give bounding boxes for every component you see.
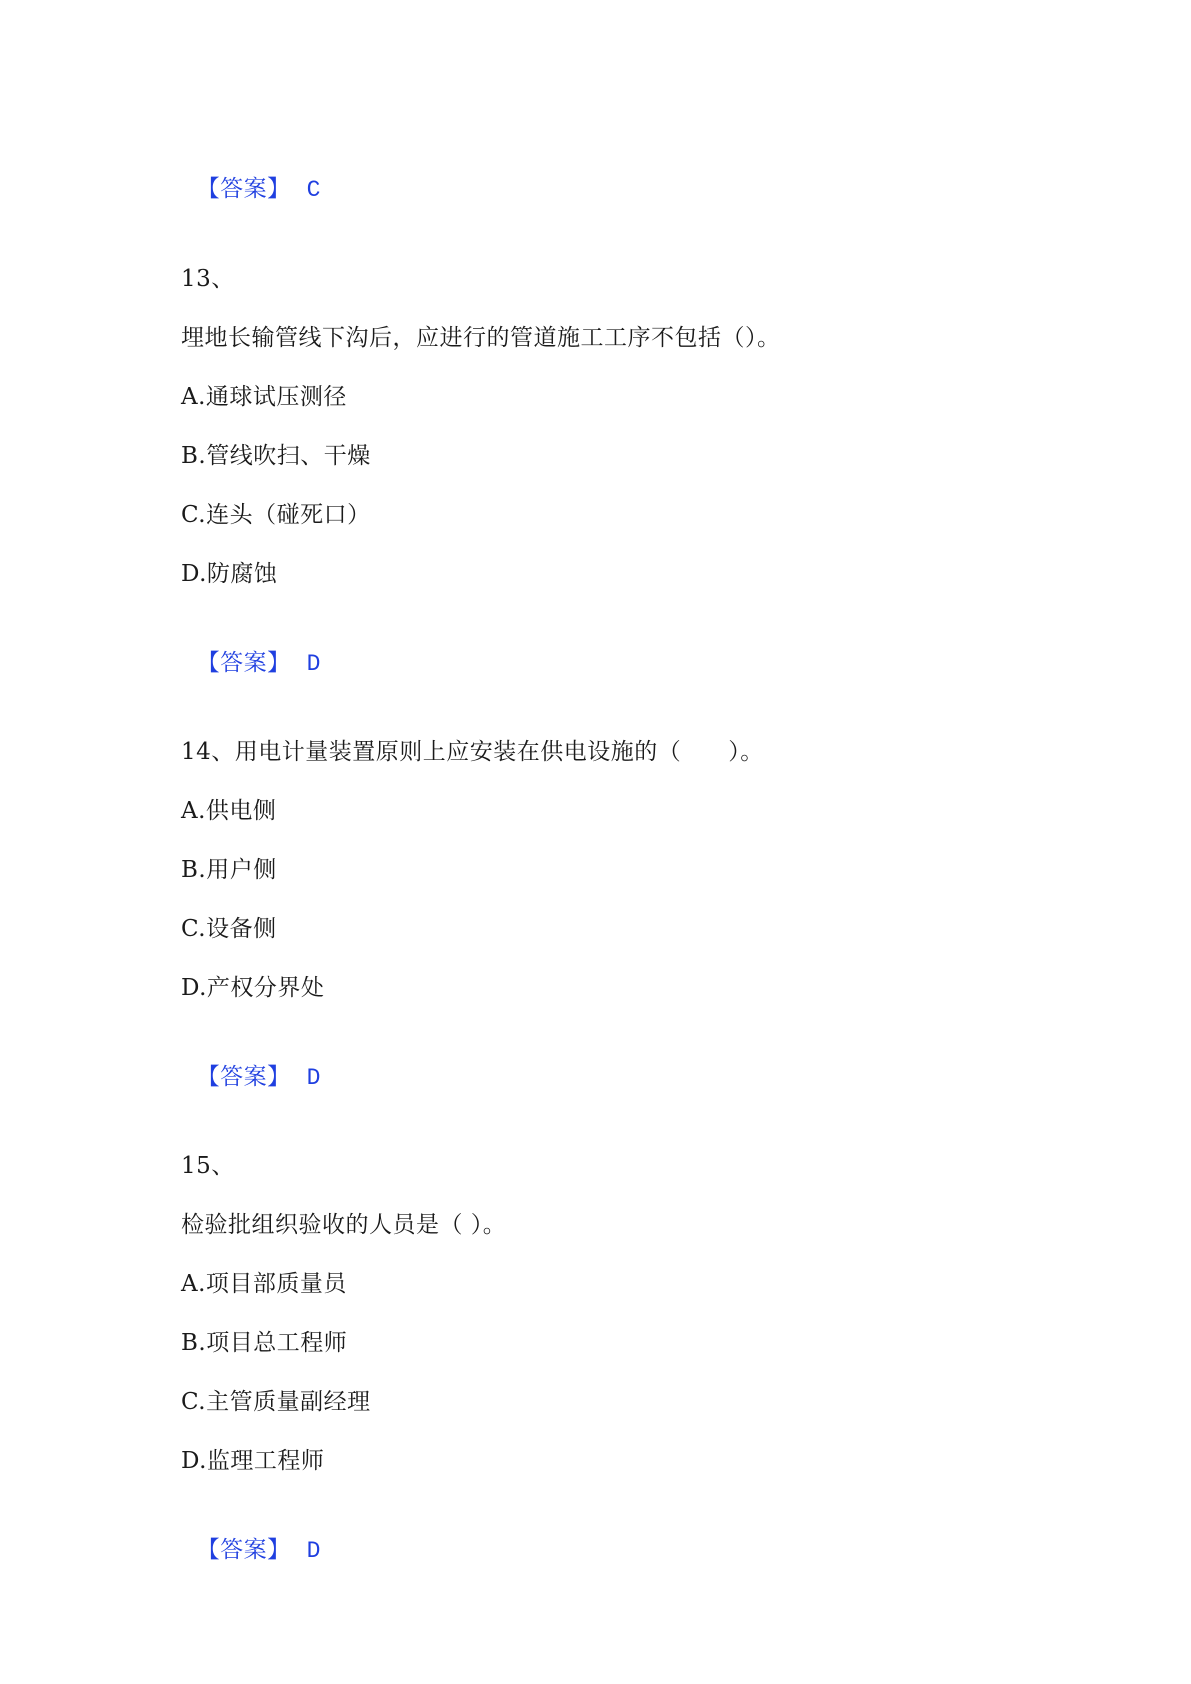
option-d: D.监理工程师 [181, 1448, 325, 1474]
question-number: 15、 [181, 1153, 235, 1179]
answer-label: 【答案】 [196, 1064, 291, 1090]
question-stem: 检验批组织验收的人员是（ ）。 [181, 1212, 507, 1238]
option-a: A.项目部质量员 [181, 1271, 347, 1297]
option-c: C.设备侧 [181, 916, 277, 942]
option-d: D.防腐蚀 [181, 561, 278, 587]
answer-value: C [306, 177, 321, 203]
answer-row [181, 144, 321, 205]
answer-label: 【答案】 [196, 1537, 291, 1563]
option-b: B.管线吹扫、干燥 [181, 443, 371, 469]
option-d: D.产权分界处 [181, 975, 325, 1001]
option-a: A.通球试压测径 [181, 384, 347, 410]
answer-label: 【答案】 [196, 176, 291, 202]
option-b: B.用户侧 [181, 857, 277, 883]
answer-row [181, 618, 321, 679]
answer-label: 【答案】 [196, 650, 291, 676]
option-c: C.主管质量副经理 [181, 1389, 371, 1415]
question-stem: 埋地长输管线下沟后，应进行的管道施工工序不包括（）。 [181, 325, 781, 351]
option-c: C.连头（碰死口） [181, 502, 371, 528]
option-b: B.项目总工程师 [181, 1330, 348, 1356]
answer-row [181, 1505, 321, 1566]
answer-value: D [306, 1065, 321, 1091]
answer-row [181, 1032, 321, 1093]
question-stem: 14、用电计量装置原则上应安装在供电设施的（ ）。 [181, 739, 764, 765]
question-number: 13、 [181, 266, 235, 292]
option-a: A.供电侧 [181, 798, 277, 824]
answer-value: D [306, 1538, 321, 1564]
answer-value: D [306, 651, 321, 677]
